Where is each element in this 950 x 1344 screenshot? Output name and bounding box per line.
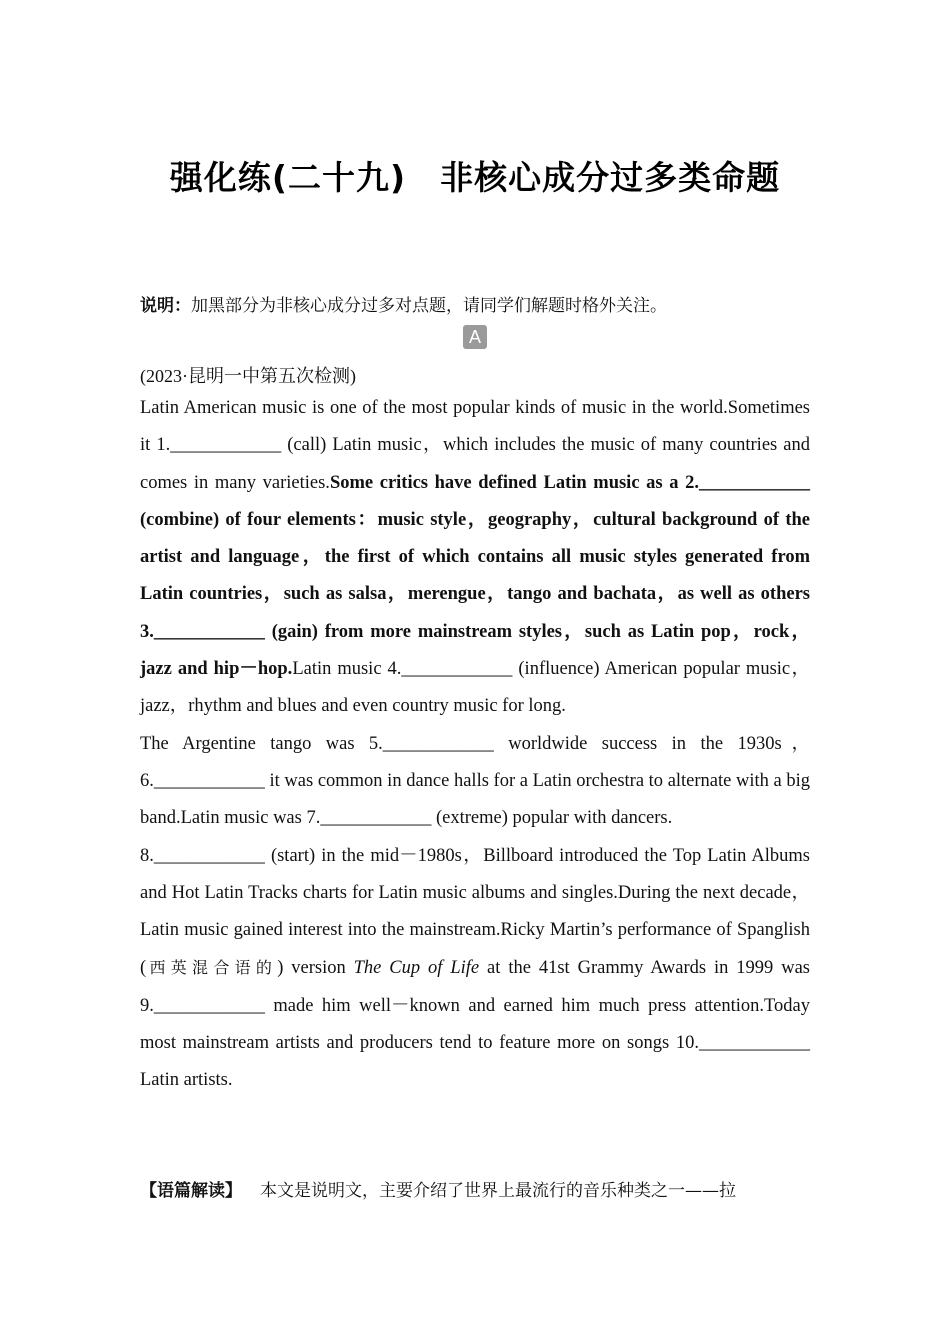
paragraph-2: The Argentine tango was 5.____________ worldwide success in the 1930s，6.____________ it was common in dance halls for a Latin orchestra to alternate with a big band.Latin music was 7.____________ (extreme) popular with dancers.	[140, 733, 810, 829]
source-line: (2023·昆明一中第五次检测)	[140, 366, 356, 386]
paragraph-3-text-a: 8.____________ (start) in the mid－1980s，Billboard introduced the Top Latin Albums and Hot Latin Tracks charts for Latin music albums and singles.During the next decade，Latin music gained interest into the mainstream.Ricky Martin’s performance of Spanglish (	[140, 845, 810, 979]
paragraph-3-text-b: ) version	[277, 958, 354, 979]
title-part-2: 非核心成分过多类命题	[440, 158, 781, 197]
paragraph-3-chinese-gloss: 西英混合语的	[146, 958, 278, 978]
paragraph-1-text-a: Latin American music is one of the most popular kinds of music in the world.Sometimes it 1.____________ (call) Latin music，which includes the music of many countries and comes in many varieties.	[140, 398, 810, 493]
instruction-note	[140, 291, 820, 316]
passage-body	[140, 390, 810, 1100]
analysis-label: 【语篇解读】	[140, 1181, 242, 1201]
title-part-1: 强化练(二十九)	[169, 158, 407, 197]
page-title	[0, 152, 950, 199]
analysis-line	[140, 1176, 810, 1201]
paragraph-3	[140, 838, 810, 1100]
note-label: 说明：	[140, 296, 191, 316]
paragraph-1-text-c: Latin music 4.____________ (influence) American popular music，jazz，rhythm and blues and even country music for long.	[140, 659, 810, 717]
section-badge: A	[463, 325, 487, 349]
song-title: The Cup of Life	[353, 958, 480, 979]
analysis-text: 本文是说明文，主要介绍了世界上最流行的音乐种类之一——拉	[260, 1181, 736, 1201]
note-text: 加黑部分为非核心成分过多对点题，请同学们解题时格外关注。	[191, 296, 667, 316]
paragraph-3-text-c: at the 41st Grammy Awards in 1999 was 9.____________ made him well－known and earned him much press attention.Today most mainstream artists and producers tend to feature more on songs 10.____________ Latin artists.	[140, 958, 810, 1091]
paragraph-1	[140, 390, 810, 726]
paragraph-1-bold: Some critics have defined Latin music as a 2.____________ (combine) of four elements：music style，geography，cultural background of the artist and language，the first of which contains all music styles generated from Latin countries，such as salsa，merengue，tango and bachata，as well as others 3.____________ (gain) from more mainstream styles，such as Latin pop，rock，jazz and hip－hop.	[140, 472, 810, 680]
